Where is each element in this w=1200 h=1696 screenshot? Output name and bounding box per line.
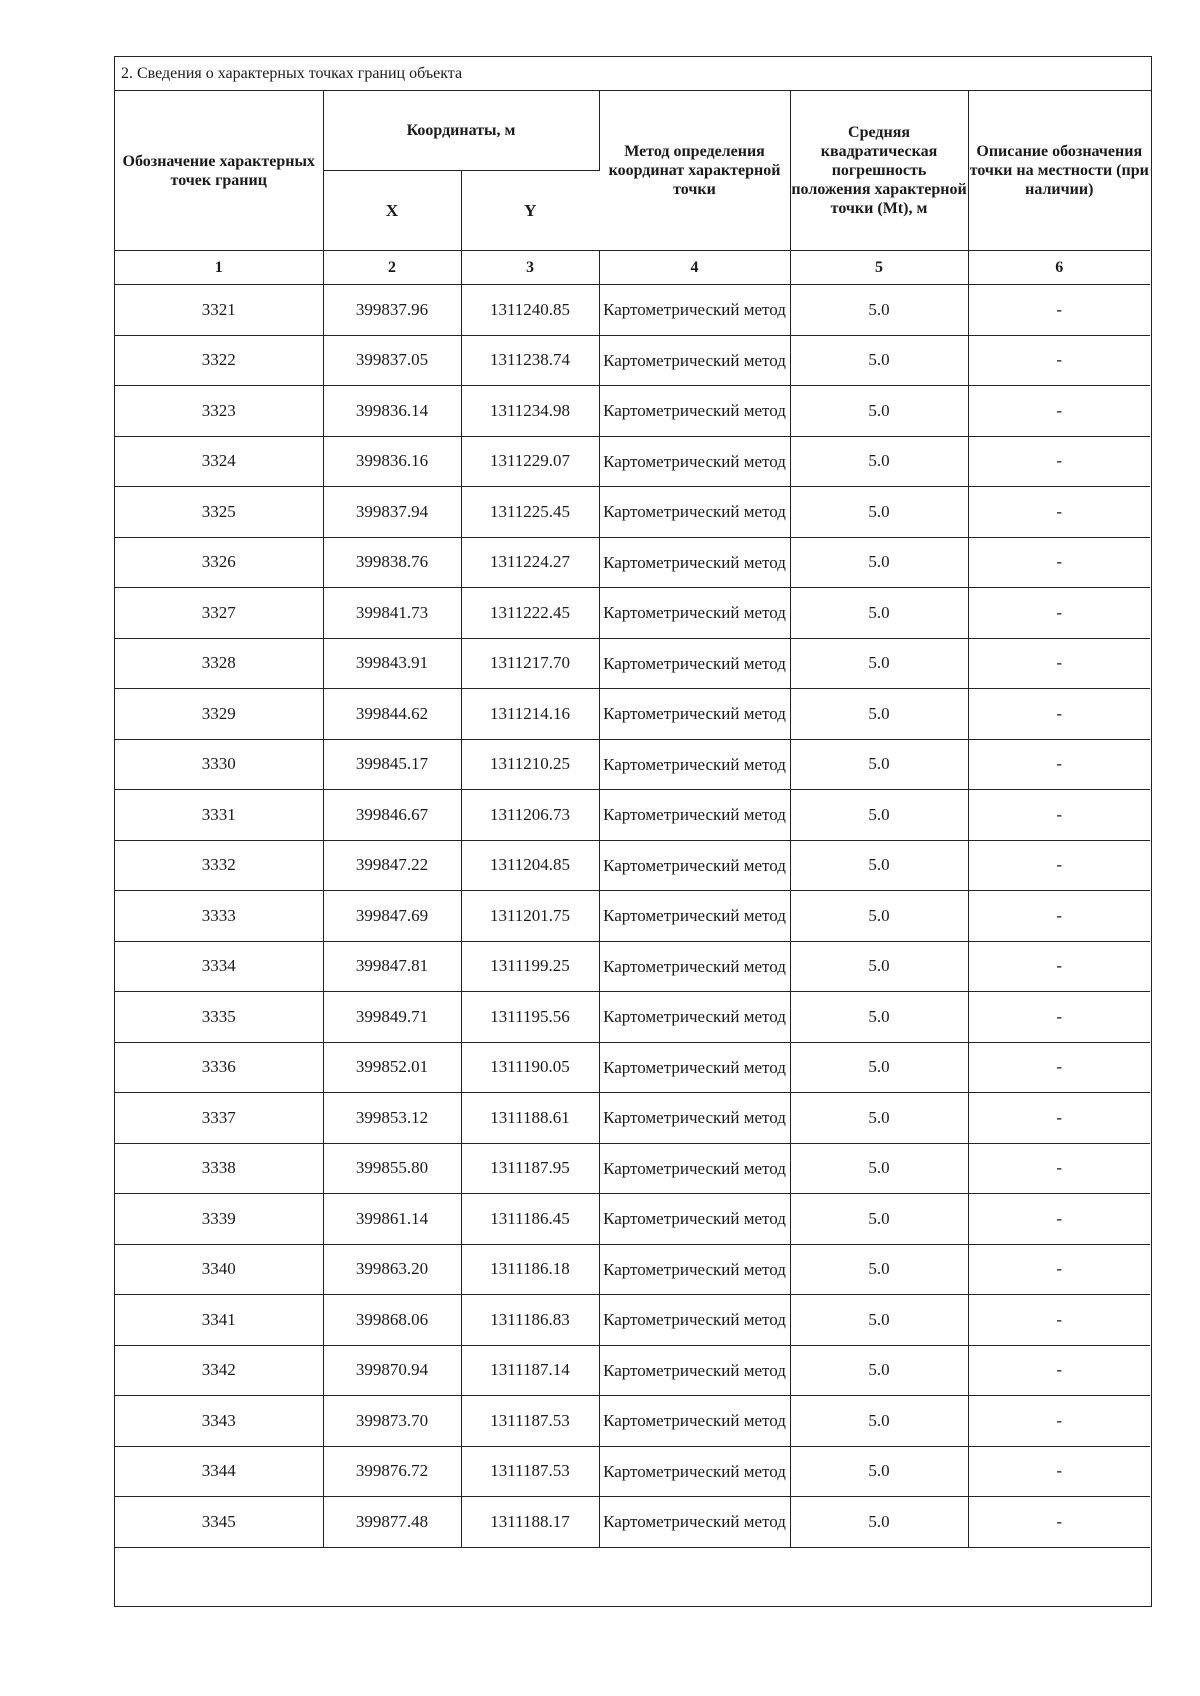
table-row bbox=[115, 1194, 1150, 1245]
description-cell: - bbox=[968, 1244, 1150, 1295]
x-coordinate-cell: 399847.81 bbox=[323, 941, 461, 992]
error-cell: 5.0 bbox=[790, 1194, 968, 1245]
y-coordinate-cell: 1311187.95 bbox=[461, 1143, 599, 1194]
table-row bbox=[115, 739, 1150, 790]
x-coordinate-cell: 399868.06 bbox=[323, 1295, 461, 1346]
y-coordinate-cell: 1311225.45 bbox=[461, 487, 599, 538]
point-id-cell: 3323 bbox=[115, 386, 323, 437]
header-description: Описание обозначения точки на местности (при наличии) bbox=[968, 91, 1150, 251]
error-cell: 5.0 bbox=[790, 739, 968, 790]
error-cell: 5.0 bbox=[790, 992, 968, 1043]
point-id-cell: 3335 bbox=[115, 992, 323, 1043]
x-coordinate-cell: 399846.67 bbox=[323, 790, 461, 841]
boundary-points-table bbox=[115, 91, 1150, 1548]
column-number: 1 bbox=[115, 251, 323, 285]
table-row bbox=[115, 1244, 1150, 1295]
table-body bbox=[115, 285, 1150, 1548]
y-coordinate-cell: 1311187.53 bbox=[461, 1446, 599, 1497]
error-cell: 5.0 bbox=[790, 537, 968, 588]
description-cell: - bbox=[968, 1497, 1150, 1548]
point-id-cell: 3342 bbox=[115, 1345, 323, 1396]
point-id-cell: 3324 bbox=[115, 436, 323, 487]
table-row bbox=[115, 436, 1150, 487]
x-coordinate-cell: 399836.16 bbox=[323, 436, 461, 487]
description-cell: - bbox=[968, 588, 1150, 639]
description-cell: - bbox=[968, 840, 1150, 891]
table-row bbox=[115, 638, 1150, 689]
x-coordinate-cell: 399852.01 bbox=[323, 1042, 461, 1093]
y-coordinate-cell: 1311240.85 bbox=[461, 285, 599, 336]
description-cell: - bbox=[968, 386, 1150, 437]
description-cell: - bbox=[968, 992, 1150, 1043]
point-id-cell: 3330 bbox=[115, 739, 323, 790]
x-coordinate-cell: 399849.71 bbox=[323, 992, 461, 1043]
table-row bbox=[115, 790, 1150, 841]
point-id-cell: 3339 bbox=[115, 1194, 323, 1245]
table-row bbox=[115, 1497, 1150, 1548]
point-id-cell: 3337 bbox=[115, 1093, 323, 1144]
error-cell: 5.0 bbox=[790, 1042, 968, 1093]
y-coordinate-cell: 1311188.17 bbox=[461, 1497, 599, 1548]
error-cell: 5.0 bbox=[790, 790, 968, 841]
y-coordinate-cell: 1311217.70 bbox=[461, 638, 599, 689]
x-coordinate-cell: 399845.17 bbox=[323, 739, 461, 790]
error-cell: 5.0 bbox=[790, 1446, 968, 1497]
header-error: Средняя квадратическая погрешность положения характерной точки (Mt), м bbox=[790, 91, 968, 251]
table-row bbox=[115, 285, 1150, 336]
point-id-cell: 3325 bbox=[115, 487, 323, 538]
point-id-cell: 3345 bbox=[115, 1497, 323, 1548]
table-row bbox=[115, 840, 1150, 891]
header-x: X bbox=[323, 171, 461, 251]
method-cell: Картометрический метод bbox=[599, 487, 790, 538]
column-number: 6 bbox=[968, 251, 1150, 285]
method-cell: Картометрический метод bbox=[599, 891, 790, 942]
header-method: Метод определения координат характерной точки bbox=[599, 91, 790, 251]
x-coordinate-cell: 399847.22 bbox=[323, 840, 461, 891]
method-cell: Картометрический метод bbox=[599, 1143, 790, 1194]
error-cell: 5.0 bbox=[790, 588, 968, 639]
x-coordinate-cell: 399837.96 bbox=[323, 285, 461, 336]
column-number: 5 bbox=[790, 251, 968, 285]
description-cell: - bbox=[968, 638, 1150, 689]
point-id-cell: 3328 bbox=[115, 638, 323, 689]
point-id-cell: 3321 bbox=[115, 285, 323, 336]
x-coordinate-cell: 399841.73 bbox=[323, 588, 461, 639]
description-cell: - bbox=[968, 1345, 1150, 1396]
table-row bbox=[115, 1143, 1150, 1194]
error-cell: 5.0 bbox=[790, 1295, 968, 1346]
x-coordinate-cell: 399877.48 bbox=[323, 1497, 461, 1548]
x-coordinate-cell: 399843.91 bbox=[323, 638, 461, 689]
error-cell: 5.0 bbox=[790, 436, 968, 487]
x-coordinate-cell: 399853.12 bbox=[323, 1093, 461, 1144]
x-coordinate-cell: 399844.62 bbox=[323, 689, 461, 740]
error-cell: 5.0 bbox=[790, 285, 968, 336]
method-cell: Картометрический метод bbox=[599, 1497, 790, 1548]
method-cell: Картометрический метод bbox=[599, 1446, 790, 1497]
y-coordinate-cell: 1311234.98 bbox=[461, 386, 599, 437]
description-cell: - bbox=[968, 1396, 1150, 1447]
description-cell: - bbox=[968, 1295, 1150, 1346]
table-row bbox=[115, 891, 1150, 942]
description-cell: - bbox=[968, 1042, 1150, 1093]
y-coordinate-cell: 1311190.05 bbox=[461, 1042, 599, 1093]
y-coordinate-cell: 1311224.27 bbox=[461, 537, 599, 588]
y-coordinate-cell: 1311186.45 bbox=[461, 1194, 599, 1245]
method-cell: Картометрический метод bbox=[599, 1295, 790, 1346]
method-cell: Картометрический метод bbox=[599, 588, 790, 639]
method-cell: Картометрический метод bbox=[599, 386, 790, 437]
method-cell: Картометрический метод bbox=[599, 1093, 790, 1144]
error-cell: 5.0 bbox=[790, 1093, 968, 1144]
description-cell: - bbox=[968, 487, 1150, 538]
y-coordinate-cell: 1311210.25 bbox=[461, 739, 599, 790]
y-coordinate-cell: 1311199.25 bbox=[461, 941, 599, 992]
method-cell: Картометрический метод bbox=[599, 790, 790, 841]
table-row bbox=[115, 588, 1150, 639]
point-id-cell: 3322 bbox=[115, 335, 323, 386]
y-coordinate-cell: 1311201.75 bbox=[461, 891, 599, 942]
error-cell: 5.0 bbox=[790, 335, 968, 386]
x-coordinate-cell: 399870.94 bbox=[323, 1345, 461, 1396]
table-row bbox=[115, 992, 1150, 1043]
table-row bbox=[115, 1345, 1150, 1396]
y-coordinate-cell: 1311206.73 bbox=[461, 790, 599, 841]
description-cell: - bbox=[968, 1194, 1150, 1245]
error-cell: 5.0 bbox=[790, 840, 968, 891]
y-coordinate-cell: 1311188.61 bbox=[461, 1093, 599, 1144]
x-coordinate-cell: 399876.72 bbox=[323, 1446, 461, 1497]
point-id-cell: 3338 bbox=[115, 1143, 323, 1194]
point-id-cell: 3326 bbox=[115, 537, 323, 588]
method-cell: Картометрический метод bbox=[599, 689, 790, 740]
method-cell: Картометрический метод bbox=[599, 436, 790, 487]
x-coordinate-cell: 399873.70 bbox=[323, 1396, 461, 1447]
table-row bbox=[115, 386, 1150, 437]
x-coordinate-cell: 399863.20 bbox=[323, 1244, 461, 1295]
table-row bbox=[115, 941, 1150, 992]
y-coordinate-cell: 1311222.45 bbox=[461, 588, 599, 639]
description-cell: - bbox=[968, 335, 1150, 386]
point-id-cell: 3344 bbox=[115, 1446, 323, 1497]
point-id-cell: 3336 bbox=[115, 1042, 323, 1093]
column-number: 4 bbox=[599, 251, 790, 285]
table-row bbox=[115, 1396, 1150, 1447]
description-cell: - bbox=[968, 436, 1150, 487]
method-cell: Картометрический метод bbox=[599, 1244, 790, 1295]
method-cell: Картометрический метод bbox=[599, 1194, 790, 1245]
method-cell: Картометрический метод bbox=[599, 285, 790, 336]
method-cell: Картометрический метод bbox=[599, 537, 790, 588]
method-cell: Картометрический метод bbox=[599, 941, 790, 992]
header-coordinates: Координаты, м bbox=[323, 91, 599, 171]
description-cell: - bbox=[968, 1093, 1150, 1144]
table-row bbox=[115, 487, 1150, 538]
error-cell: 5.0 bbox=[790, 1396, 968, 1447]
method-cell: Картометрический метод bbox=[599, 1396, 790, 1447]
error-cell: 5.0 bbox=[790, 1244, 968, 1295]
method-cell: Картометрический метод bbox=[599, 739, 790, 790]
y-coordinate-cell: 1311195.56 bbox=[461, 992, 599, 1043]
header-designation: Обозначение характерных точек границ bbox=[115, 91, 323, 251]
y-coordinate-cell: 1311238.74 bbox=[461, 335, 599, 386]
column-number: 3 bbox=[461, 251, 599, 285]
y-coordinate-cell: 1311186.18 bbox=[461, 1244, 599, 1295]
description-cell: - bbox=[968, 285, 1150, 336]
error-cell: 5.0 bbox=[790, 1345, 968, 1396]
section-title: 2. Сведения о характерных точках границ объекта bbox=[115, 57, 1151, 91]
error-cell: 5.0 bbox=[790, 941, 968, 992]
point-id-cell: 3331 bbox=[115, 790, 323, 841]
x-coordinate-cell: 399855.80 bbox=[323, 1143, 461, 1194]
table-footer-empty bbox=[115, 1548, 1151, 1582]
method-cell: Картометрический метод bbox=[599, 992, 790, 1043]
error-cell: 5.0 bbox=[790, 689, 968, 740]
error-cell: 5.0 bbox=[790, 386, 968, 437]
table-row bbox=[115, 689, 1150, 740]
table-row bbox=[115, 1042, 1150, 1093]
error-cell: 5.0 bbox=[790, 891, 968, 942]
error-cell: 5.0 bbox=[790, 1497, 968, 1548]
method-cell: Картометрический метод bbox=[599, 1042, 790, 1093]
description-cell: - bbox=[968, 891, 1150, 942]
y-coordinate-cell: 1311186.83 bbox=[461, 1295, 599, 1346]
x-coordinate-cell: 399838.76 bbox=[323, 537, 461, 588]
error-cell: 5.0 bbox=[790, 638, 968, 689]
method-cell: Картометрический метод bbox=[599, 840, 790, 891]
document-sheet bbox=[114, 56, 1152, 1607]
error-cell: 5.0 bbox=[790, 1143, 968, 1194]
description-cell: - bbox=[968, 941, 1150, 992]
y-coordinate-cell: 1311187.53 bbox=[461, 1396, 599, 1447]
point-id-cell: 3340 bbox=[115, 1244, 323, 1295]
description-cell: - bbox=[968, 739, 1150, 790]
x-coordinate-cell: 399861.14 bbox=[323, 1194, 461, 1245]
y-coordinate-cell: 1311229.07 bbox=[461, 436, 599, 487]
table-row bbox=[115, 1093, 1150, 1144]
point-id-cell: 3343 bbox=[115, 1396, 323, 1447]
point-id-cell: 3329 bbox=[115, 689, 323, 740]
x-coordinate-cell: 399837.05 bbox=[323, 335, 461, 386]
description-cell: - bbox=[968, 1143, 1150, 1194]
point-id-cell: 3341 bbox=[115, 1295, 323, 1346]
x-coordinate-cell: 399836.14 bbox=[323, 386, 461, 437]
y-coordinate-cell: 1311204.85 bbox=[461, 840, 599, 891]
column-number: 2 bbox=[323, 251, 461, 285]
header-y: Y bbox=[461, 171, 599, 251]
point-id-cell: 3332 bbox=[115, 840, 323, 891]
point-id-cell: 3333 bbox=[115, 891, 323, 942]
method-cell: Картометрический метод bbox=[599, 335, 790, 386]
x-coordinate-cell: 399847.69 bbox=[323, 891, 461, 942]
description-cell: - bbox=[968, 790, 1150, 841]
method-cell: Картометрический метод bbox=[599, 1345, 790, 1396]
table-row bbox=[115, 537, 1150, 588]
point-id-cell: 3334 bbox=[115, 941, 323, 992]
method-cell: Картометрический метод bbox=[599, 638, 790, 689]
x-coordinate-cell: 399837.94 bbox=[323, 487, 461, 538]
y-coordinate-cell: 1311214.16 bbox=[461, 689, 599, 740]
description-cell: - bbox=[968, 689, 1150, 740]
table-row bbox=[115, 1446, 1150, 1497]
table-row bbox=[115, 335, 1150, 386]
y-coordinate-cell: 1311187.14 bbox=[461, 1345, 599, 1396]
table-row bbox=[115, 1295, 1150, 1346]
point-id-cell: 3327 bbox=[115, 588, 323, 639]
error-cell: 5.0 bbox=[790, 487, 968, 538]
description-cell: - bbox=[968, 537, 1150, 588]
description-cell: - bbox=[968, 1446, 1150, 1497]
